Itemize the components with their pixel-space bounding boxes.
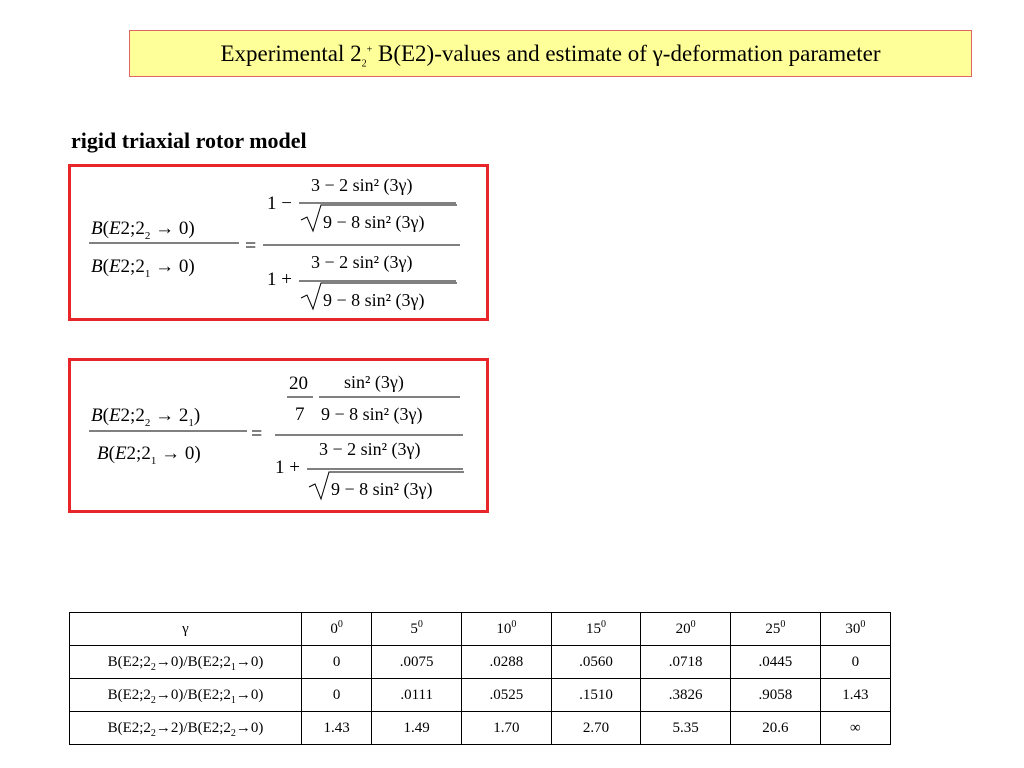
title-middle: B(E2)-values and estimate of <box>372 41 653 66</box>
table-row <box>70 679 891 712</box>
f1-one-plus: 1 + <box>267 269 292 290</box>
slide-title <box>129 30 972 77</box>
header-col-5: $5^0$ <box>372 613 462 646</box>
f2-one-plus: 1 + <box>275 457 300 478</box>
row-label: $B(E2;2_2\to 2)/B(E2;2_2\to 0)$ <box>70 712 302 745</box>
table-header-row <box>70 613 891 646</box>
table-cell: 2.70 <box>551 712 641 745</box>
title-suffix: -deformation parameter <box>662 41 881 66</box>
f1-lhs-numerator: $B(E2;2_2 \to 0)$ <box>91 218 195 242</box>
table-row <box>70 646 891 679</box>
table-cell: .1510 <box>551 679 641 712</box>
title-sup: + <box>366 44 373 56</box>
table-cell: .3826 <box>641 679 731 712</box>
header-col-10: $10^0$ <box>461 613 551 646</box>
f2-equals: = <box>251 423 263 445</box>
model-subtitle: rigid triaxial rotor model <box>71 128 307 153</box>
table-cell: .9058 <box>731 679 821 712</box>
table-cell: 1.43 <box>820 679 890 712</box>
table-cell: 0 <box>302 646 372 679</box>
f1-top-inner-denominator: 9 − 8 sin² (3γ) <box>323 212 425 232</box>
f2-sin-denominator: 9 − 8 sin² (3γ) <box>321 404 423 424</box>
table-cell: .0288 <box>461 646 551 679</box>
f2-sin-numerator: sin² (3γ) <box>344 372 404 392</box>
table-cell: 0 <box>820 646 890 679</box>
header-col-30: $30^0$ <box>820 613 890 646</box>
f2-inner-numerator: 3 − 2 sin² (3γ) <box>319 439 421 459</box>
table-cell: .0560 <box>551 646 641 679</box>
table-cell: 1.43 <box>302 712 372 745</box>
title-gamma: γ <box>652 41 663 66</box>
header-col-0: $0^0$ <box>302 613 372 646</box>
f1-equals: = <box>245 235 257 257</box>
table-cell: ∞ <box>820 712 890 745</box>
f2-lhs-denominator: $B(E2;2_1 \to 0)$ <box>97 443 201 467</box>
table-cell: .0445 <box>731 646 821 679</box>
table-cell: 20.6 <box>731 712 821 745</box>
f2-lhs-numerator: $B(E2;2_2 \to 2_1)$ <box>91 405 201 429</box>
formula-2-svg <box>71 361 486 510</box>
table-cell: .0525 <box>461 679 551 712</box>
table-cell: 0 <box>302 679 372 712</box>
table-cell: 1.70 <box>461 712 551 745</box>
table-cell: 1.49 <box>372 712 462 745</box>
row-label: $B(E2;2_2\to 0)/B(E2;2_1\to 0)$ <box>70 646 302 679</box>
f1-lhs-denominator: $B(E2;2_1 \to 0)$ <box>91 256 195 280</box>
header-col-20: $20^0$ <box>641 613 731 646</box>
title-prefix: Experimental 2 <box>220 41 362 66</box>
f1-bottom-inner-denominator: 9 − 8 sin² (3γ) <box>323 290 425 310</box>
table-cell: .0718 <box>641 646 731 679</box>
bE2-ratio-table <box>69 612 891 745</box>
table-row <box>70 712 891 745</box>
header-gamma: γ <box>70 613 302 646</box>
header-col-15: $15^0$ <box>551 613 641 646</box>
table-cell: .0075 <box>372 646 462 679</box>
table-cell: .0111 <box>372 679 462 712</box>
f2-frac-top: 20 <box>289 373 308 394</box>
formula-box-ratio-excited <box>68 358 489 513</box>
formula-1-svg <box>71 167 486 318</box>
f1-bottom-inner-numerator: 3 − 2 sin² (3γ) <box>311 252 413 272</box>
f2-inner-denominator: 9 − 8 sin² (3γ) <box>331 479 433 499</box>
table-cell: 5.35 <box>641 712 731 745</box>
title-sub: 2 <box>361 58 367 70</box>
header-col-25: $25^0$ <box>731 613 821 646</box>
f2-frac-bottom: 7 <box>295 404 305 425</box>
f1-top-inner-numerator: 3 − 2 sin² (3γ) <box>311 175 413 195</box>
row-label: $B(E2;2_2\to 0)/B(E2;2_1\to 0)$ <box>70 679 302 712</box>
f1-one-minus: 1 − <box>267 193 292 214</box>
formula-box-ratio-ground <box>68 164 489 321</box>
